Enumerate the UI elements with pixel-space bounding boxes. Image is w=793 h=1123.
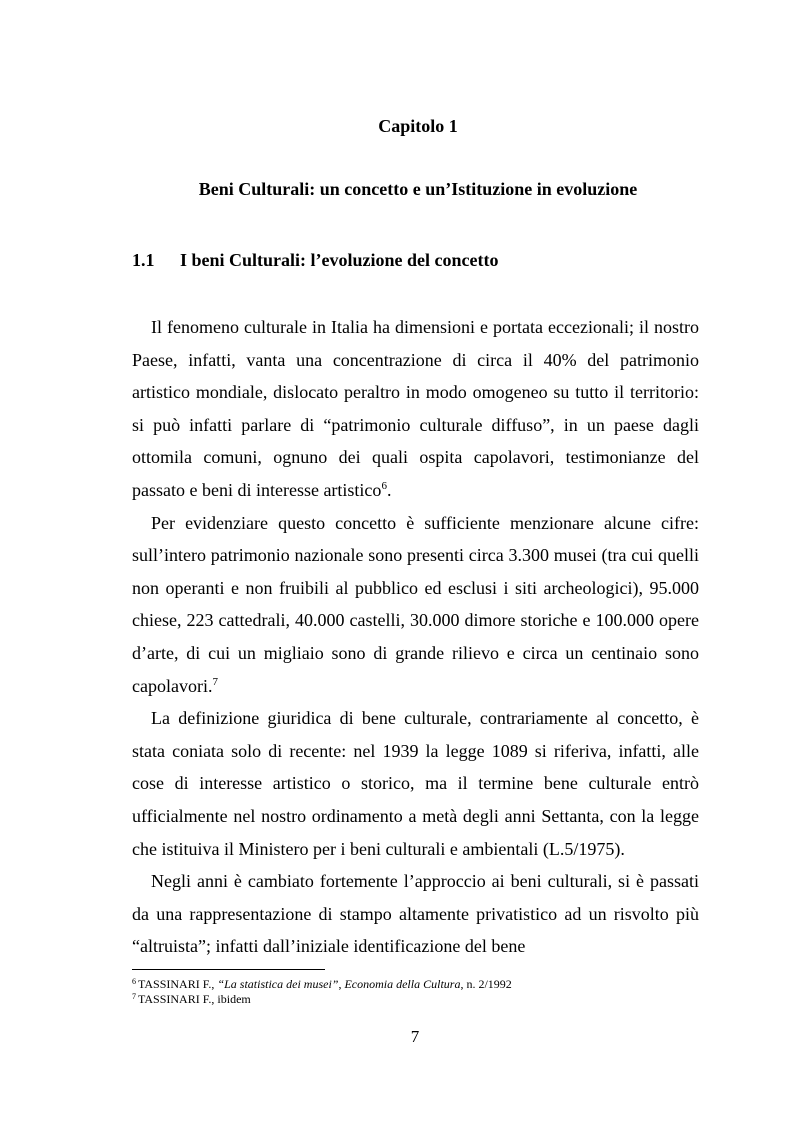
footnote-number: 6 (132, 977, 136, 986)
footnote-7 (132, 992, 699, 1007)
footnote-ref-6: 6 (381, 479, 387, 492)
body-text (132, 311, 699, 963)
footnote-number: 7 (132, 992, 136, 1001)
paragraph-1 (132, 311, 699, 507)
paragraph-1-end: . (386, 479, 392, 500)
footnote-rest: , n. 2/1992 (460, 977, 512, 991)
section-heading (132, 247, 498, 273)
footnotes (132, 977, 699, 1007)
paragraph-2-text: Per evidenziare questo concetto è sufficiente menzionare alcune cifre: sull’intero patrimonio nazionale sono presenti circa 3.300 musei (tra cui quelli non operanti e non fruibili al pubblico ed esclusi i siti archeologici), 95.000 chiese, 223 cattedrali, 40.000 castelli, 30.000 dimore storiche e 100.000 opere d’arte, di cui un migliaio sono di grande rilievo e circa un centinaio sono capolavori. (132, 512, 699, 696)
section-title: I beni Culturali: l’evoluzione del concetto (180, 250, 499, 270)
paragraph-1-text: Il fenomeno culturale in Italia ha dimensioni e portata eccezionali; il nostro Paese, infatti, vanta una concentrazione di circa il 40% del patrimonio artistico mondiale, dislocato peraltro in modo omogeneo su tutto il territorio: si può infatti parlare di “patrimonio culturale diffuso”, in un paese dagli ottomila comuni, ognuno dei quali ospita capolavori, testimonianze del passato e beni di interesse artistico (132, 317, 699, 500)
paragraph-2 (132, 507, 699, 703)
footnote-6 (132, 977, 699, 992)
footnote-journal: Economia della Cultura (344, 977, 461, 991)
footnote-title: “La statistica dei musei” (217, 977, 339, 991)
chapter-label: Capitolo 1 (378, 116, 458, 136)
paragraph-3: La definizione giuridica di bene culturale, contrariamente al concetto, è stata coniata solo di recente: nel 1939 la legge 1089 si riferiva, infatti, alle cose di interesse artistico o storico, ma il termine bene culturale entrò ufficialmente nel nostro ordinamento a metà degli anni Settanta, con la legge che istituiva il Ministero per i beni culturali e ambientali (L.5/1975). (132, 708, 699, 859)
page-number: 7 (410, 1027, 420, 1046)
footnote-separator-text: , (338, 977, 345, 991)
chapter-title: Beni Culturali: un concetto e un’Istituzione in evoluzione (198, 179, 638, 199)
footnote-author: TASSINARI F., (138, 977, 218, 991)
paragraph-4: Negli anni è cambiato fortemente l’approccio ai beni culturali, si è passati da una rappresentazione di stampo altamente privatistico ad un risvolto più “altruista”; infatti dall’iniziale identificazione del bene (132, 871, 699, 957)
section-number: 1.1 (132, 250, 155, 270)
footnote-text: TASSINARI F., ibidem (138, 992, 251, 1006)
footnote-ref-7: 7 (212, 675, 218, 688)
footnote-separator (132, 969, 325, 970)
